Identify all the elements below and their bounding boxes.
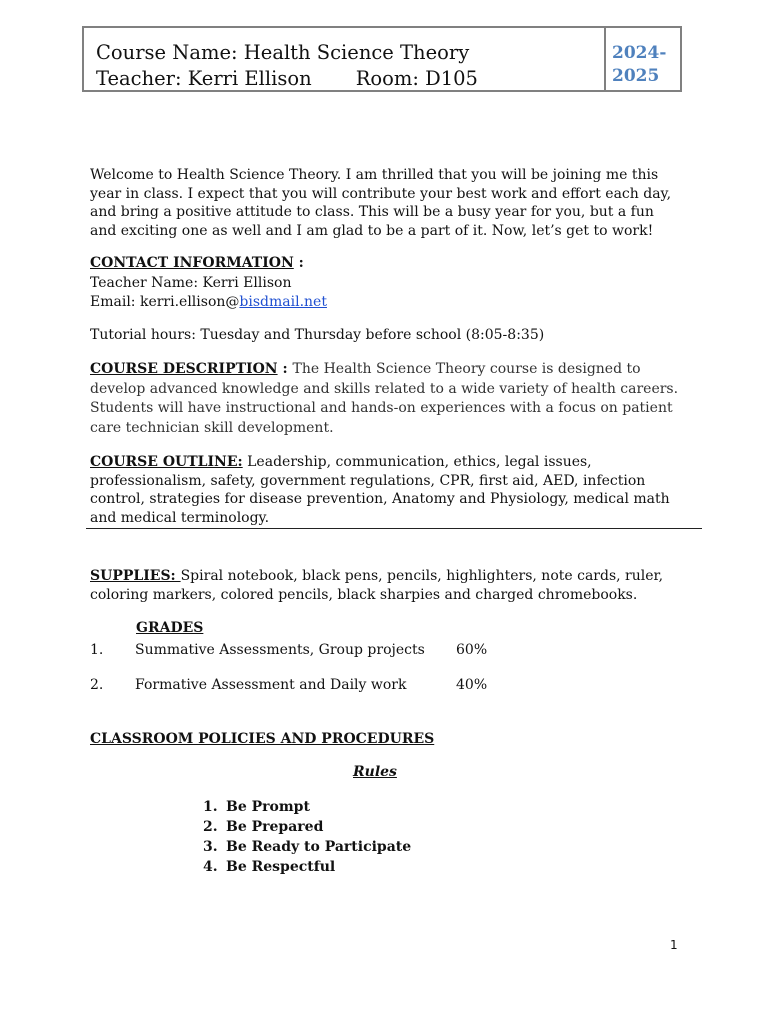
course-header-box — [82, 26, 682, 92]
course-outline-text: Leadership, communication, ethics, legal issues, professionalism, safety, government regulations, CPR, first aid, AED, infection control, strategies for disease prevention, Anatomy and Physiology, medical math and medical terminology. — [90, 454, 670, 526]
school-year — [606, 28, 680, 90]
grade-row — [90, 642, 590, 660]
policies-heading: CLASSROOM POLICIES AND PROCEDURES — [90, 731, 435, 747]
email-link[interactable]: bisdmail.net — [239, 294, 327, 310]
grade-row-label: Formative Assessment and Daily work — [135, 677, 407, 693]
course-description-colon: : — [277, 361, 293, 377]
supplies-section — [90, 567, 680, 604]
course-outline-heading: COURSE OUTLINE: — [90, 454, 243, 470]
rule-item — [203, 857, 411, 877]
rule-item — [203, 817, 411, 837]
rule-text: Be Ready to Participate — [226, 839, 412, 855]
teacher-name: Teacher: Kerri Ellison — [96, 67, 312, 90]
contact-heading: CONTACT INFORMATION — [90, 255, 294, 271]
school-year-start: 2024- — [612, 43, 667, 63]
course-name: Course Name: Health Science Theory — [96, 41, 470, 64]
grade-row-label: Summative Assessments, Group projects — [135, 642, 425, 658]
email-prefix: Email: kerri.ellison@ — [90, 294, 240, 310]
rule-text: Be Prompt — [226, 799, 310, 815]
rule-text: Be Respectful — [226, 859, 336, 875]
course-info — [84, 28, 606, 90]
rules-heading: Rules — [353, 764, 397, 780]
grades-heading: GRADES — [136, 620, 204, 636]
school-year-end: 2025 — [612, 66, 660, 86]
welcome-paragraph: Welcome to Health Science Theory. I am thrilled that you will be joining me this year in class. I expect that you will contribute your best work and effort each day, and bring a positive attitude to class. This will be a busy year for you, but a fun and exciting one as well and I am glad to be a part of it. Now, let’s get to work! — [90, 167, 672, 239]
rule-item — [203, 797, 411, 817]
supplies-heading: SUPPLIES: — [90, 568, 181, 584]
rule-text: Be Prepared — [226, 819, 324, 835]
grade-row-percent: 40% — [456, 677, 488, 693]
policies-heading-line — [90, 730, 680, 749]
rule-number: 3. — [203, 839, 218, 855]
contact-heading-line — [90, 254, 680, 273]
course-outline — [90, 453, 680, 527]
grade-row-number: 1. — [90, 642, 104, 658]
grade-row-percent: 60% — [456, 642, 488, 658]
course-description-heading: COURSE DESCRIPTION — [90, 361, 278, 377]
rule-number: 2. — [203, 819, 218, 835]
grades-heading-line — [136, 619, 726, 638]
tutorial-hours: Tutorial hours: Tuesday and Thursday before school (8:05-8:35) — [90, 327, 545, 343]
rule-item — [203, 837, 411, 857]
rules-list — [203, 797, 411, 877]
room-number: Room: D105 — [355, 67, 478, 90]
rule-number: 4. — [203, 859, 218, 875]
contact-email-line — [90, 293, 680, 312]
course-description — [90, 360, 680, 438]
teacher-room-line — [96, 66, 604, 92]
grade-row-number: 2. — [90, 677, 104, 693]
grade-row — [90, 677, 590, 695]
supplies-text: Spiral notebook, black pens, pencils, highlighters, note cards, ruler, coloring markers, colored pencils, black sharpies and charged chromebooks. — [90, 568, 664, 603]
contact-teacher-name: Teacher Name: Kerri Ellison — [90, 274, 292, 291]
section-divider — [86, 528, 702, 529]
course-description-text: The Health Science Theory course is designed to develop advanced knowledge and skills related to a wide variety of health careers. Students will have instructional and hands-on experiences with a focus on patient care technician skill development. — [90, 361, 679, 436]
contact-heading-colon: : — [293, 255, 304, 271]
page-number: 1 — [670, 938, 678, 952]
rule-number: 1. — [203, 799, 218, 815]
contact-section — [90, 254, 680, 312]
